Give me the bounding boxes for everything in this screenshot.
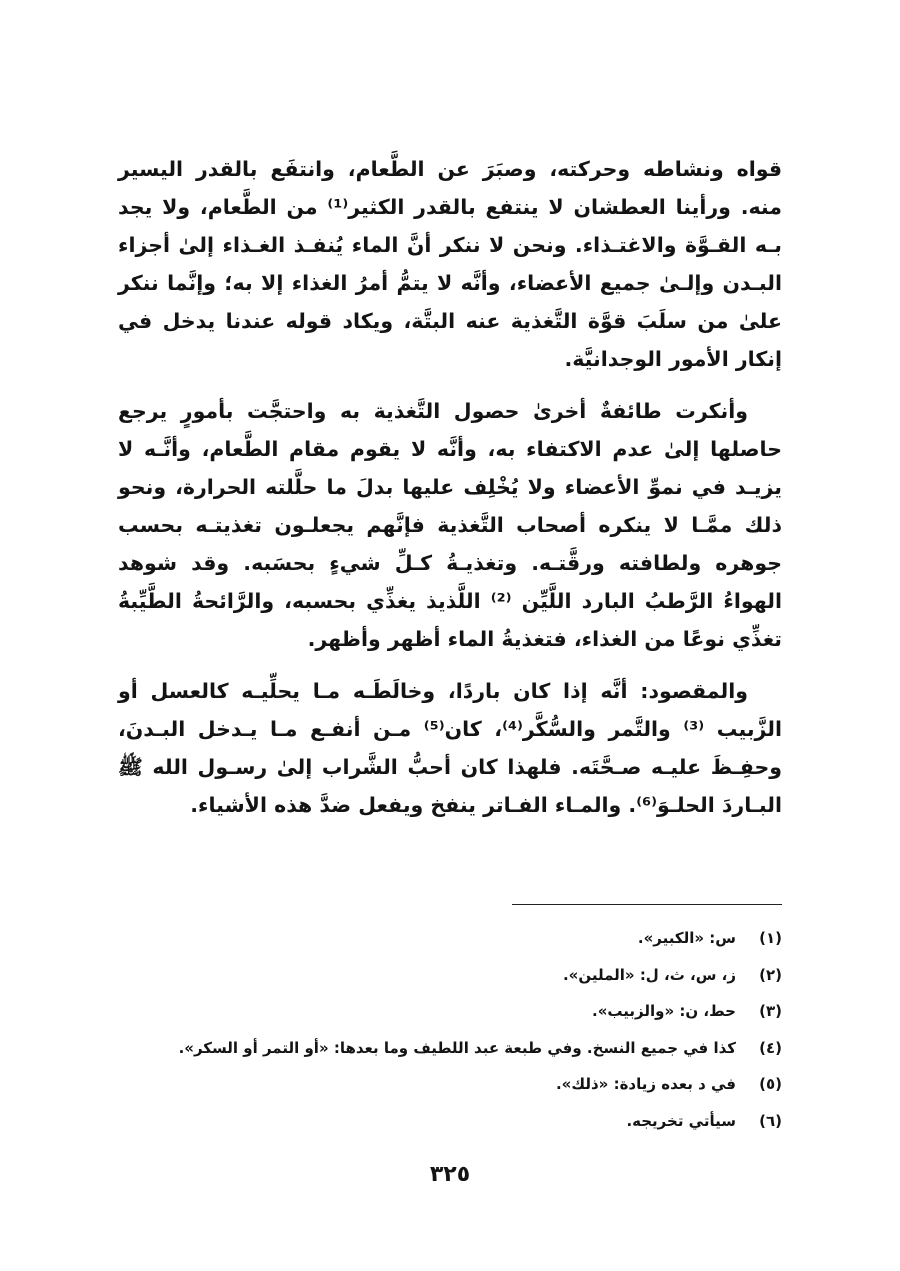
footnote-3: [118, 993, 782, 1030]
footnote-2: [118, 957, 782, 994]
footnote-1: [118, 920, 782, 957]
footnote-number: (٥): [759, 1075, 782, 1093]
footnote-text: ز، س، ث، ل: «الملين».: [562, 965, 736, 984]
footnote-text: سيأتي تخريجه.: [626, 1111, 736, 1130]
footnote-text: حط، ن: «والزبيب».: [592, 1002, 736, 1020]
footnote-5: [118, 1066, 782, 1103]
paragraph-1: قواه ونشاطه وحركته، وصبَرَ عن الطَّعام، وانتفَع بالقدر اليسير منه. ورأينا العطشان لا ينتفع بالقدر الكثير⁽¹⁾ من الطَّعام، ولا يجد بـه القـوَّة والاغتـذاء. ونحن لا ننكر أنَّ الماء يُنفـذ الغـذاء إلىٰ أجزاء البـدن وإلـىٰ جميع الأعضاء، وأنَّه لا يتمُّ أمرُ الغذاء إلا به؛ وإنَّما ننكر علىٰ من سلَبَ قوَّة التَّغذية عنه البتَّة، ويكاد قوله عندنا يدخل في إنكار الأمور الوجدانيَّة.: [118, 157, 782, 371]
main-text: [118, 150, 782, 824]
footnote-number: (٤): [759, 1038, 782, 1057]
footnote-text: س: «الكبير».: [637, 929, 736, 947]
footnote-number: (١): [759, 929, 782, 947]
footnotes-section: [118, 920, 782, 1139]
footnote-6: [118, 1103, 782, 1140]
paragraph-3: والمقصود: أنَّه إذا كان باردًا، وخالَطَـه مـا يحلِّيـه كالعسل أو الزَّبيب ⁽³⁾ والتَّمر والسُّكَّر⁽⁴⁾، كان⁽⁵⁾ مـن أنفـع مـا يـدخل البـدنَ، وحفِـظَ عليـه صـحَّتَه. فلهذا كان أحبُّ الشَّراب إلىٰ رسـول الله ﷺ البـاردَ الحلـوَ⁽⁶⁾. والمـاء الفـاتر ينفخ ويفعل ضدَّ هذه الأشياء.: [118, 679, 782, 817]
footnote-number: (٣): [759, 1002, 782, 1020]
footnote-text: كذا في جميع النسخ. وفي طبعة عبد اللطيف وما بعدها: «أو التمر أو السكر».: [178, 1038, 736, 1057]
footnote-text: في د بعده زيادة: «ذلك».: [555, 1075, 736, 1093]
footnote-4: [118, 1030, 782, 1067]
paragraph-2: وأنكرت طائفةٌ أخرىٰ حصول التَّغذية به واحتجَّت بأمورٍ يرجع حاصلها إلىٰ عدم الاكتفاء به، وأنَّه لا يقوم مقام الطَّعام، وأنَّـه لا يزيـد في نموِّ الأعضاء ولا يُخْلِف عليها بدلَ ما حلَّلته الحرارة، ونحو ذلك ممَّـا لا ينكره أصحاب التَّغذية فإنَّهم يجعلـون تغذيتـه بحسب جوهره ولطافته ورقَّتـه. وتغذيـةُ كـلِّ شيءٍ بحسَبه. وقد شوهد الهواءُ الرَّطبُ البارد اللَّيِّن ⁽²⁾ اللَّذيذ يغذِّي بحسبه، والرَّائحةُ الطَّيِّبةُ تغذِّي نوعًا من الغذاء، فتغذيةُ الماء أظهر وأظهر.: [118, 399, 782, 651]
footnote-divider: [512, 904, 782, 905]
footnote-number: (٦): [759, 1111, 782, 1130]
page-number: ٣٢٥: [429, 1162, 471, 1187]
footnote-number: (٢): [759, 965, 782, 984]
